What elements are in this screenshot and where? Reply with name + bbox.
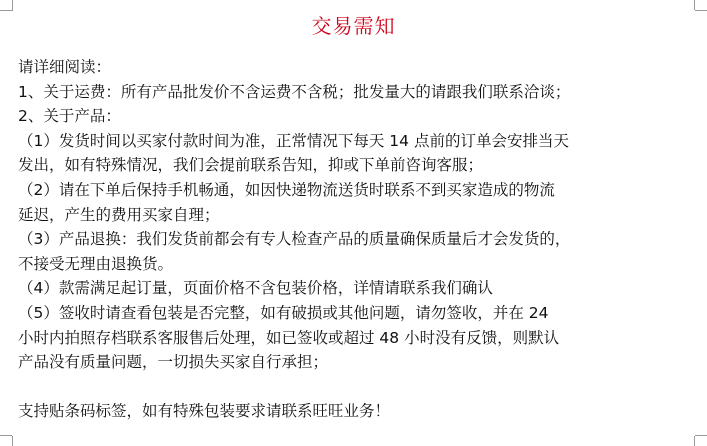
item-5-line-3: 产品没有质量问题，一切损失买家自行承担； [18, 353, 329, 372]
crop-mark-bottom-left-h [0, 435, 12, 436]
crop-mark-top-right-h [695, 10, 707, 11]
document-body [18, 55, 698, 424]
item-4-line: （4）款需满足起订量，页面价格不含包装价格，详情请联系我们确认 [18, 279, 493, 298]
crop-mark-top-left [12, 0, 13, 11]
blank-spacer [18, 375, 698, 400]
item-2-line-1: （2）请在下单后保持手机畅通，如因快递物流送货时联系不到买家造成的物流 [18, 180, 555, 199]
item-5-line-1: （5）签收时请查看包装是否完整，如有破损或其他问题，请勿签收，并在 24 [18, 303, 549, 322]
crop-mark-bottom-left [12, 436, 13, 446]
item-5-line-2: 小时内拍照存档联系客服售后处理，如已签收或超过 48 小时没有反馈，则默认 [18, 328, 560, 347]
item-3-line-2: 不接受无理由退换货。 [18, 254, 174, 273]
item-1-line-1: （1）发货时间以买家付款时间为准，正常情况下每天 14 点前的订单会安排当天 [18, 131, 569, 150]
crop-mark-top-left-h [0, 10, 12, 11]
crop-mark-bottom-right-h [695, 435, 707, 436]
shipping-fee-line: 1、关于运费：所有产品批发价不含运费不含税；批发量大的请跟我们联系洽谈； [18, 82, 571, 101]
item-1-line-2: 发出，如有特殊情况，我们会提前联系告知，抑或下单前咨询客服； [18, 156, 484, 175]
intro-line: 请详细阅读： [18, 58, 112, 76]
crop-mark-bottom-right [694, 436, 695, 446]
product-heading-line: 2、关于产品： [18, 107, 121, 126]
item-3-line-1: （3）产品退换：我们发货前都会有专人检查产品的质量确保质量后才会发货的， [18, 230, 571, 249]
crop-mark-top-right [694, 0, 695, 10]
item-2-line-2: 延迟，产生的费用买家自理； [18, 205, 220, 224]
barcode-note-line: 支持贴条码标签，如有特殊包装要求请联系旺旺业务！ [18, 402, 391, 421]
document-title: 交易需知 [311, 14, 396, 38]
